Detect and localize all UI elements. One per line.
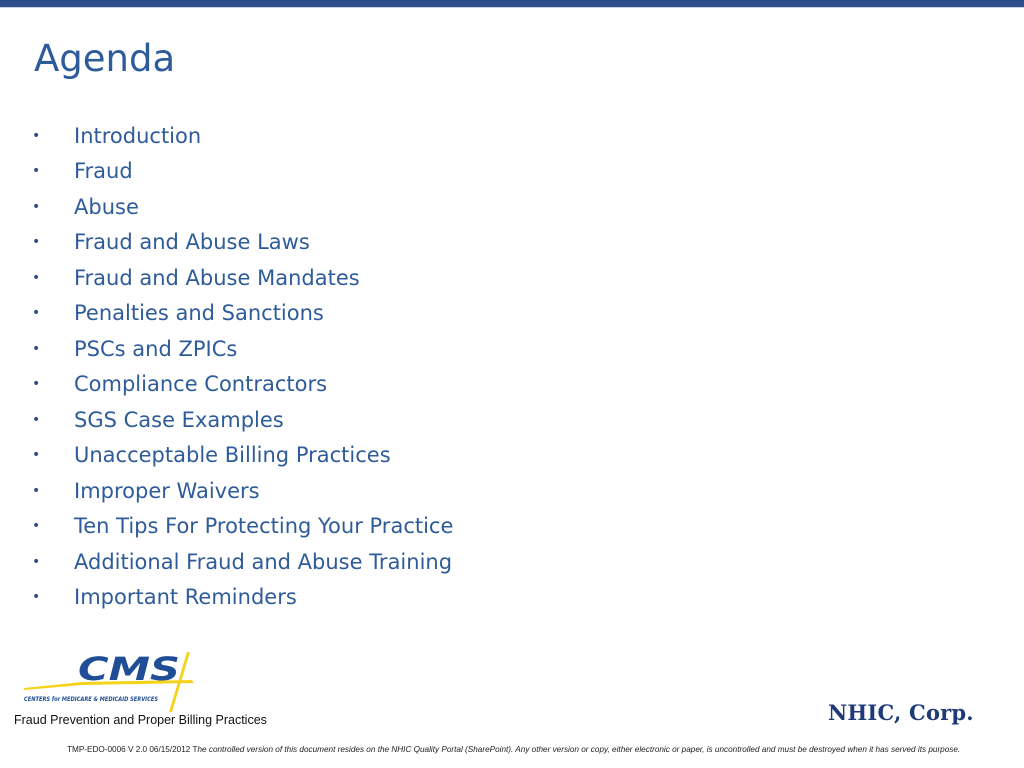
bullet-icon: •: [32, 482, 41, 499]
slide-title: Agenda: [34, 37, 176, 80]
disclaimer-text: he controlled version of this document resides on the NHIC Quality Portal (SharePoint). Any other version or copy, either electronic or paper, is uncontrolled and must be destroyed when it has served its purpose.: [197, 745, 961, 754]
nhic-logo: NHIC, Corp.: [828, 700, 974, 725]
agenda-item: [30, 402, 453, 438]
agenda-item-label: Penalties and Sanctions: [74, 301, 324, 326]
agenda-item-label: Improper Waivers: [74, 478, 260, 503]
document-id: TMP-EDO-0006 V 2.0 06/15/2012 T: [67, 745, 198, 754]
agenda-item-label: Additional Fraud and Abuse Training: [74, 549, 453, 574]
top-accent-bar: [0, 0, 1024, 7]
cms-logo-subtext: CENTERS for MEDICARE & MEDICAID SERVICES: [24, 696, 158, 703]
agenda-item: [30, 154, 453, 190]
presentation-title: Fraud Prevention and Proper Billing Practices: [14, 713, 267, 727]
agenda-item: [30, 331, 453, 367]
agenda-item-label: Fraud and Abuse Laws: [74, 230, 310, 255]
agenda-item-label: Ten Tips For Protecting Your Practice: [74, 514, 454, 539]
bullet-icon: •: [32, 127, 41, 144]
agenda-item: [30, 544, 453, 580]
agenda-item: [30, 260, 453, 296]
agenda-item-label: Compliance Contractors: [74, 372, 328, 397]
agenda-item-label: SGS Case Examples: [74, 407, 284, 432]
cms-logo-wordmark: CMS: [78, 650, 180, 688]
bullet-icon: •: [32, 163, 41, 180]
bullet-icon: •: [32, 411, 41, 428]
agenda-item: [30, 367, 453, 403]
agenda-item: [30, 509, 453, 545]
bullet-icon: •: [32, 376, 41, 393]
bullet-icon: •: [32, 305, 41, 322]
bullet-icon: •: [32, 269, 41, 286]
bullet-icon: •: [32, 447, 41, 464]
agenda-item-label: Abuse: [74, 194, 139, 219]
agenda-item-label: PSCs and ZPICs: [74, 336, 238, 361]
cms-logo: [22, 650, 198, 714]
agenda-item-label: Unacceptable Billing Practices: [74, 443, 391, 468]
agenda-item: [30, 118, 453, 154]
bullet-icon: •: [32, 553, 41, 570]
bullet-icon: •: [32, 518, 41, 535]
document-disclaimer: [22, 743, 1012, 756]
agenda-item-label: Introduction: [74, 123, 202, 148]
agenda-item-label: Fraud: [74, 159, 133, 184]
agenda-item: [30, 296, 453, 332]
agenda-item: [30, 189, 453, 225]
bullet-icon: •: [32, 340, 41, 357]
agenda-item: [30, 225, 453, 261]
bullet-icon: •: [32, 198, 41, 215]
top-accent-rule: [0, 7, 1024, 8]
agenda-item: [30, 473, 453, 509]
bullet-icon: •: [32, 234, 41, 251]
bullet-icon: •: [32, 589, 41, 606]
agenda-item: [30, 438, 453, 474]
agenda-item: [30, 580, 453, 616]
agenda-item-label: Fraud and Abuse Mandates: [74, 265, 360, 290]
agenda-item-label: Important Reminders: [74, 585, 297, 610]
agenda-list: [30, 118, 453, 615]
